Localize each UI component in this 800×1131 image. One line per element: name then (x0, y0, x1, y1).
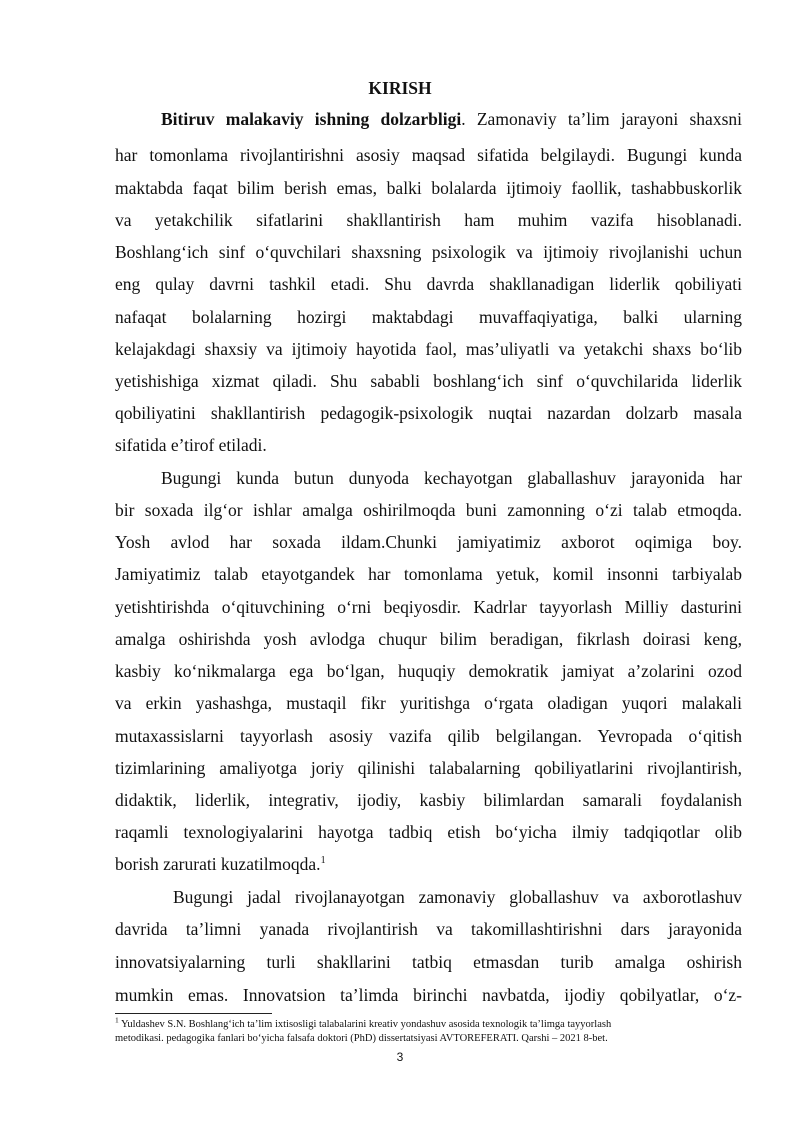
footnote-separator (115, 1013, 272, 1014)
footnote-text (115, 1015, 755, 1032)
paragraph-2-line: va erkin yashashga, mustaqil fikr yuritishga o‘rgata oladigan yuqori malakali (115, 693, 742, 713)
paragraph-2-line: bir soxada ilg‘or ishlar amalga oshirilmoqda buni zamonning o‘zi talab etmoqda. (115, 500, 742, 520)
paragraph-1-line: va yetakchilik sifatlarini shakllantirish ham muhim vazifa hisoblanadi. (115, 210, 742, 230)
relevance-heading: Bitiruv malakaviy ishning dolzarbligi (161, 109, 462, 129)
paragraph-2-line: mutaxassislarni tayyorlash asosiy vazifa qilib belgilangan. Yevropada o‘qitish (115, 726, 742, 746)
paragraph-2-line: Yosh avlod har soxada ildam.Chunki jamiyatimiz axborot oqimiga boy. (115, 532, 742, 552)
paragraph-2-line: tizimlarining amaliyotga joriy qilinishi talabalarning qobiliyatlarini rivojlantirish, (115, 758, 742, 778)
paragraph-2-line: raqamli texnologiyalarini hayotga tadbiq etish bo‘yicha ilmiy tadqiqotlar olib (115, 822, 742, 842)
section-title: KIRISH (368, 78, 432, 98)
paragraph-1-line: sifatida e’tirof etiladi. (115, 435, 267, 455)
footnote-reference[interactable]: 1 (320, 855, 326, 867)
paragraph-2-line: kasbiy ko‘nikmalarga ega bo‘lgan, huquqiy demokratik jamiyat a’zolarini ozod (115, 661, 742, 681)
paragraph-3-line: Bugungi jadal rivojlanayotgan zamonaviy globallashuv va axborotlashuv (173, 887, 742, 907)
paragraph-2-line (115, 852, 742, 876)
paragraph-1-line: har tomonlama rivojlantirishni asosiy maqsad sifatida belgilaydi. Bugungi kunda (115, 145, 742, 165)
paragraph-1-first-rest: . Zamonaviy ta’lim jarayoni shaxsni (461, 109, 742, 129)
paragraph-2-line: didaktik, liderlik, integrativ, ijodiy, kasbiy bilimlardan samarali foydalanish (115, 790, 742, 810)
paragraph-2-line: yetishtirishda o‘qituvchining o‘rni beqiyosdir. Kadrlar tayyorlash Milliy dasturini (115, 597, 742, 617)
paragraph-3-line: mumkin emas. Innovatsion ta’limda birinchi navbatda, ijodiy qobilyatlar, o‘z- (115, 985, 742, 1005)
paragraph-3-line: davrida ta’limni yanada rivojlantirish va takomillashtirishni dars jarayonida (115, 919, 742, 939)
footnote-marker: 1 (115, 1015, 119, 1025)
paragraph-1-line: Boshlang‘ich sinf o‘quvchilari shaxsning psixologik va ijtimoiy rivojlanishi uchun (115, 242, 742, 262)
paragraph-2-line: Jamiyatimiz talab etayotgandek har tomonlama yetuk, komil insonni tarbiyalab (115, 564, 742, 584)
paragraph-1-line: maktabda faqat bilim berish emas, balki bolalarda ijtimoiy faollik, tashabbuskorlik (115, 178, 742, 198)
paragraph-2-last-text: borish zarurati kuzatilmoqda. (115, 854, 321, 874)
paragraph-2-line: amalga oshirishda yosh avlodga chuqur bilim beradigan, fikrlash doirasi keng, (115, 629, 742, 649)
paragraph-2-line: Bugungi kunda butun dunyoda kechayotgan glaballashuv jarayonida har (161, 468, 742, 488)
page-number: 3 (396, 1050, 404, 1064)
paragraph-1-line: nafaqat bolalarning hozirgi maktabdagi muvaffaqiyatiga, balki ularning (115, 307, 742, 327)
footnote-line-1: Yuldashev S.N. Boshlang‘ich ta’lim ixtisosligi talabalarini kreativ yondashuv asosida texnologik ta’limga tayyorlash (118, 1019, 612, 1030)
footnote-line-2: metodikasi. pedagogika fanlari bo‘yicha falsafa doktori (PhD) dissertatsiyasi AVTOREFERATI. Qarshi – 2021 8-bet. (115, 1033, 608, 1044)
paragraph-1-line: qobiliyatini shakllantirish pedagogik-psixologik nuqtai nazardan dolzarb masala (115, 403, 742, 423)
paragraph-1-line (161, 107, 742, 131)
paragraph-3-line: innovatsiyalarning turli shakllarini tatbiq etmasdan turib amalga oshirish (115, 952, 742, 972)
paragraph-1-line: yetishishiga xizmat qiladi. Shu sababli boshlang‘ich sinf o‘quvchilarida liderlik (115, 371, 742, 391)
paragraph-1-line: eng qulay davrni tashkil etadi. Shu davrda shakllanadigan liderlik qobiliyati (115, 274, 742, 294)
paragraph-1-line: kelajakdagi shaxsiy va ijtimoiy hayotida faol, mas’uliyatli va yetakchi shaxs bo‘lib (115, 339, 742, 359)
